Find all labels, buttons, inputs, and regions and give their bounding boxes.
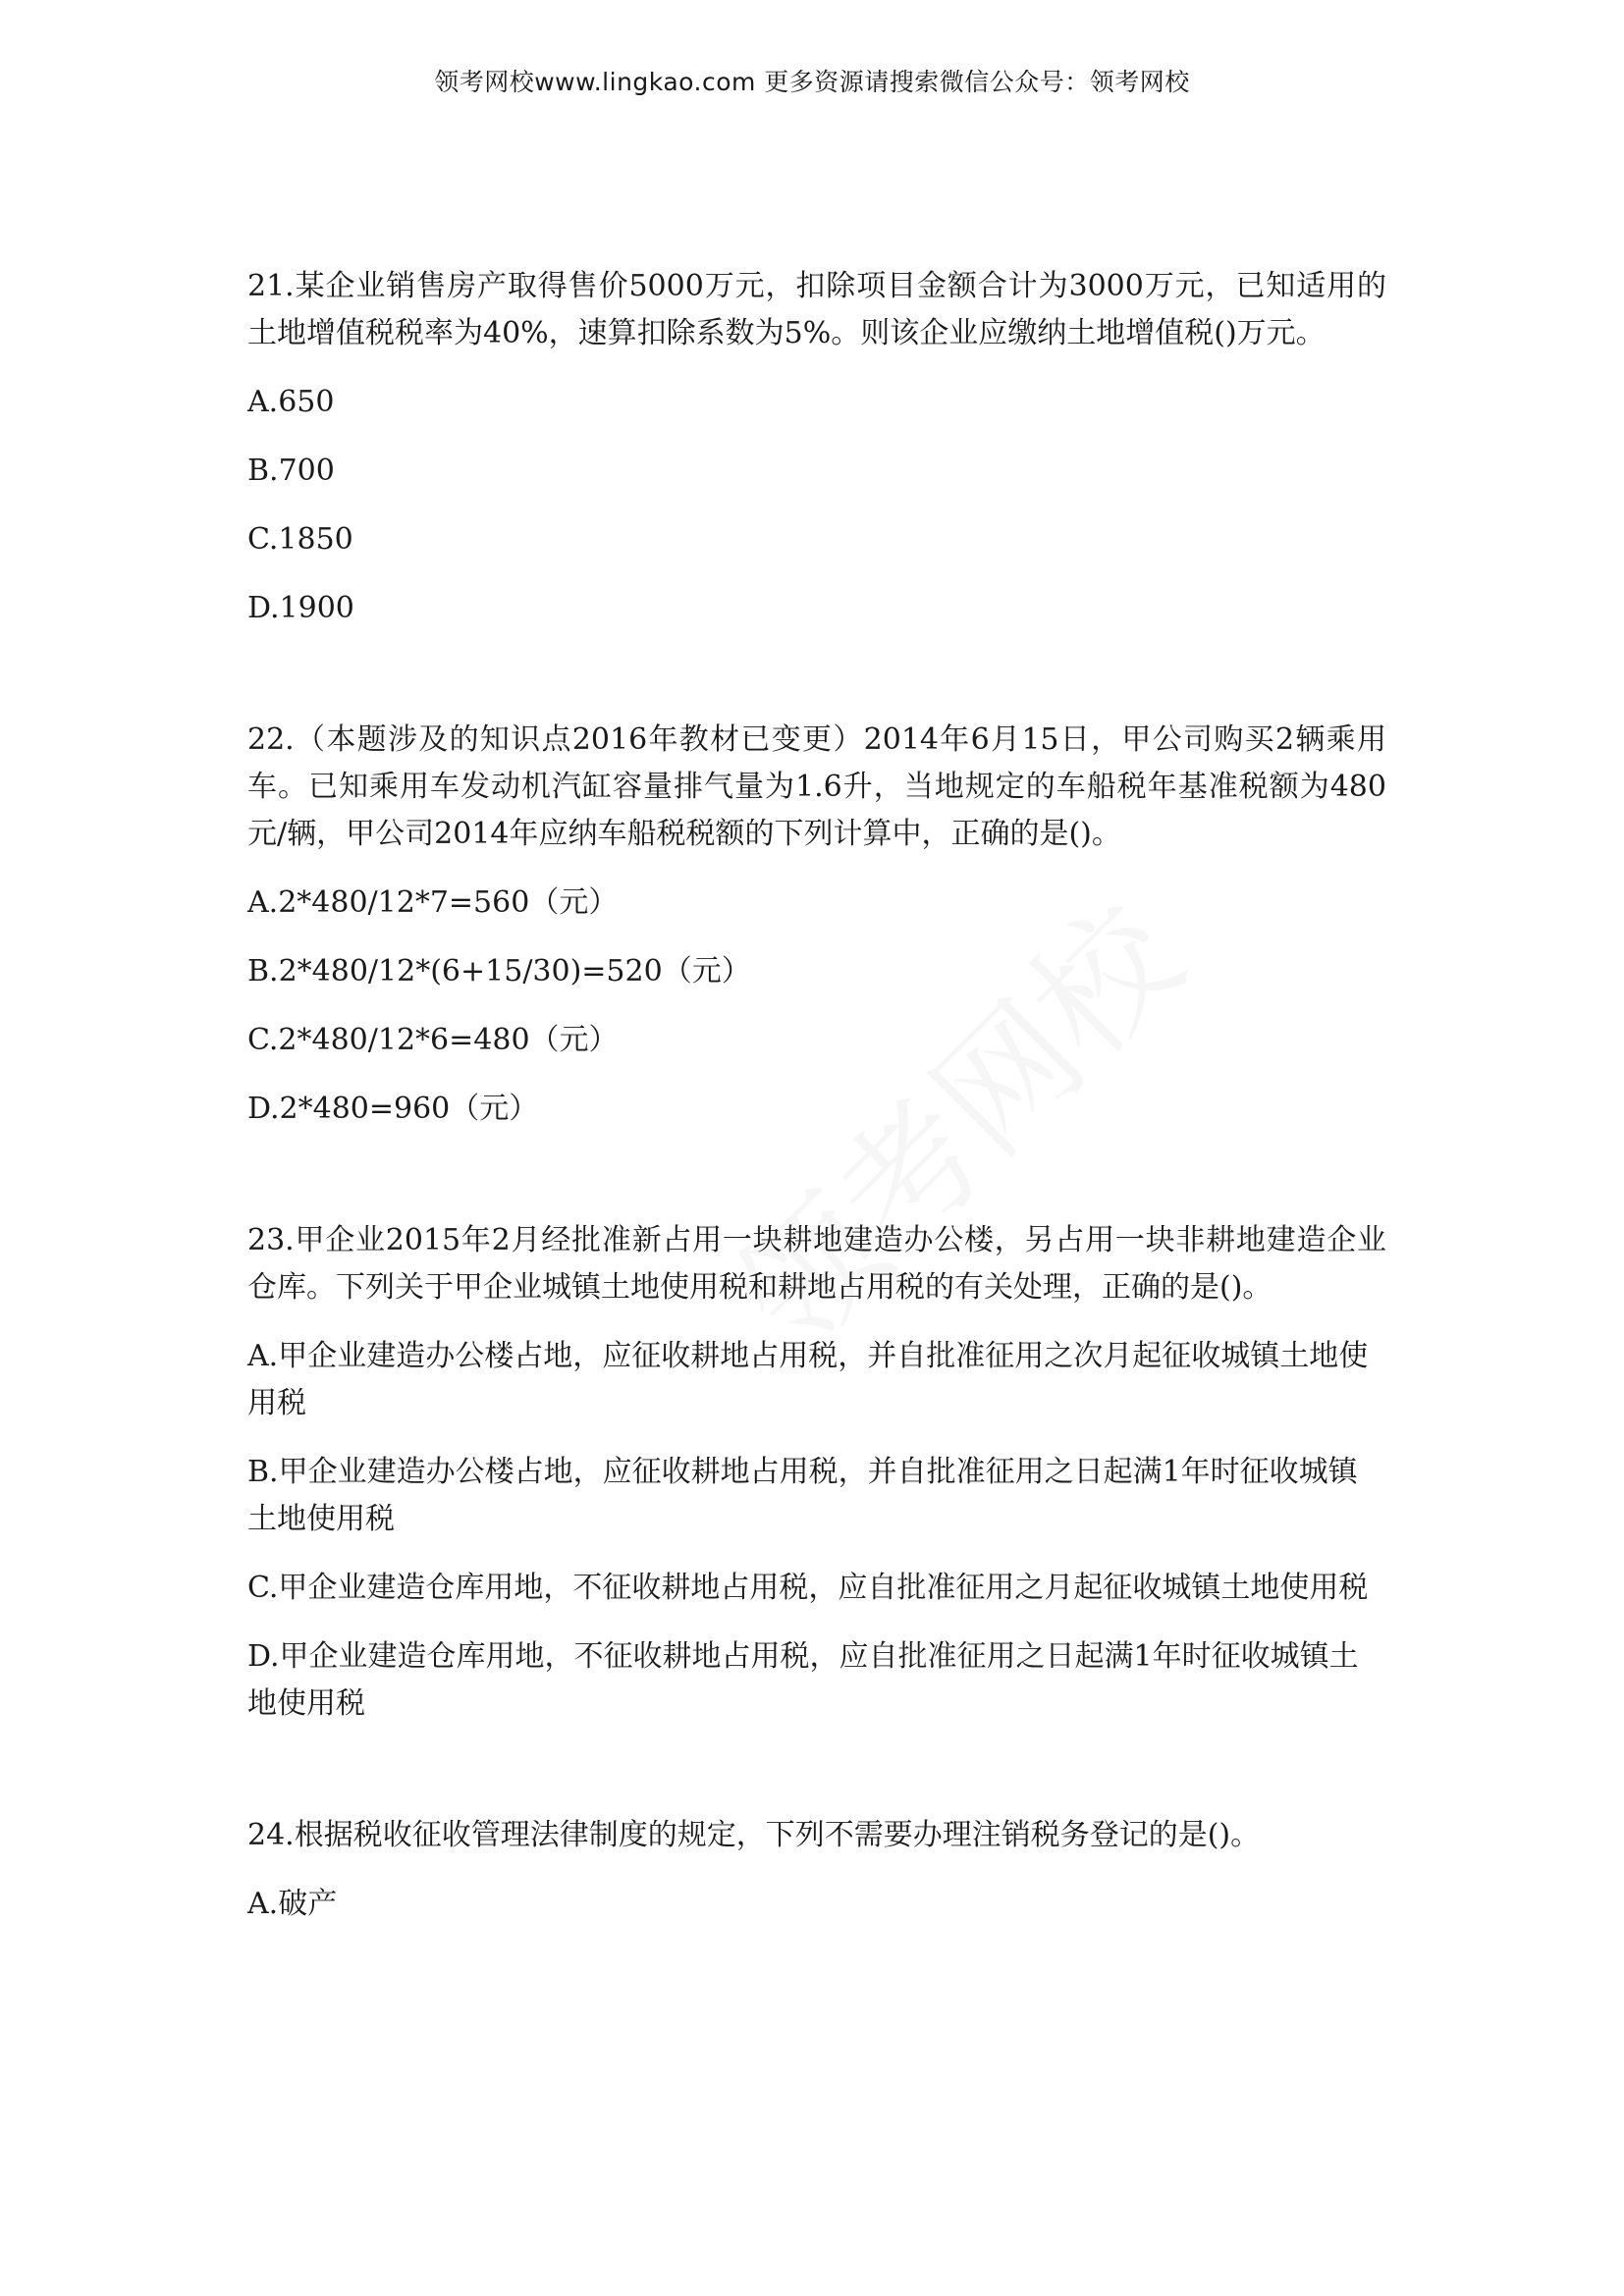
option-d: D.甲企业建造仓库用地，不征收耕地占用税，应自批准征用之日起满1年时征收城镇土地使用税 [247, 1639, 1359, 1721]
question-stem: 23.甲企业2015年2月经批准新占用一块耕地建造办公楼，另占用一块非耕地建造企业仓库。下列关于甲企业城镇土地使用税和耕地占用税的有关处理，正确的是()。 [247, 1223, 1386, 1305]
option-c: C.甲企业建造仓库用地，不征收耕地占用税，应自批准征用之月起征收城镇土地使用税 [247, 1571, 1369, 1605]
question-23 [247, 1217, 1386, 1728]
page-header: 领考网校www.lingkao.com 更多资源请搜索微信公众号：领考网校 [434, 68, 1190, 96]
option-a: A.破产 [247, 1887, 338, 1921]
question-24 [247, 1812, 1386, 1928]
option-c: C.1850 [247, 522, 353, 557]
question-stem: 22.（本题涉及的知识点2016年教材已变更）2014年6月15日，甲公司购买2辆乘用车。已知乘用车发动机汽缸容量排气量为1.6升，当地规定的车船税年基准税额为480元/辆，甲公司2014年应纳车船税税额的下列计算中，正确的是()。 [247, 722, 1386, 851]
question-22 [247, 717, 1386, 1133]
option-d: D.2*480=960（元） [247, 1092, 539, 1126]
question-list [247, 263, 1386, 1949]
question-stem: 24.根据税收征收管理法律制度的规定，下列不需要办理注销税务登记的是()。 [247, 1818, 1261, 1852]
question-stem: 21.某企业销售房产取得售价5000万元，扣除项目金额合计为3000万元，已知适用的土地增值税税率为40%，速算扣除系数为5%。则该企业应缴纳土地增值税()万元。 [247, 269, 1386, 350]
question-21 [247, 263, 1386, 632]
option-d: D.1900 [247, 591, 354, 625]
option-a: A.650 [247, 385, 335, 419]
option-c: C.2*480/12*6=480（元） [247, 1023, 619, 1057]
option-b: B.甲企业建造办公楼占地，应征收耕地占用税，并自批准征用之日起满1年时征收城镇土地使用税 [247, 1455, 1358, 1536]
option-a: A.2*480/12*7=560（元） [247, 885, 619, 920]
option-b: B.2*480/12*(6+15/30)=520（元） [247, 954, 751, 988]
option-a: A.甲企业建造办公楼占地，应征收耕地占用税，并自批准征用之次月起征收城镇土地使用税 [247, 1339, 1369, 1420]
option-b: B.700 [247, 454, 335, 488]
